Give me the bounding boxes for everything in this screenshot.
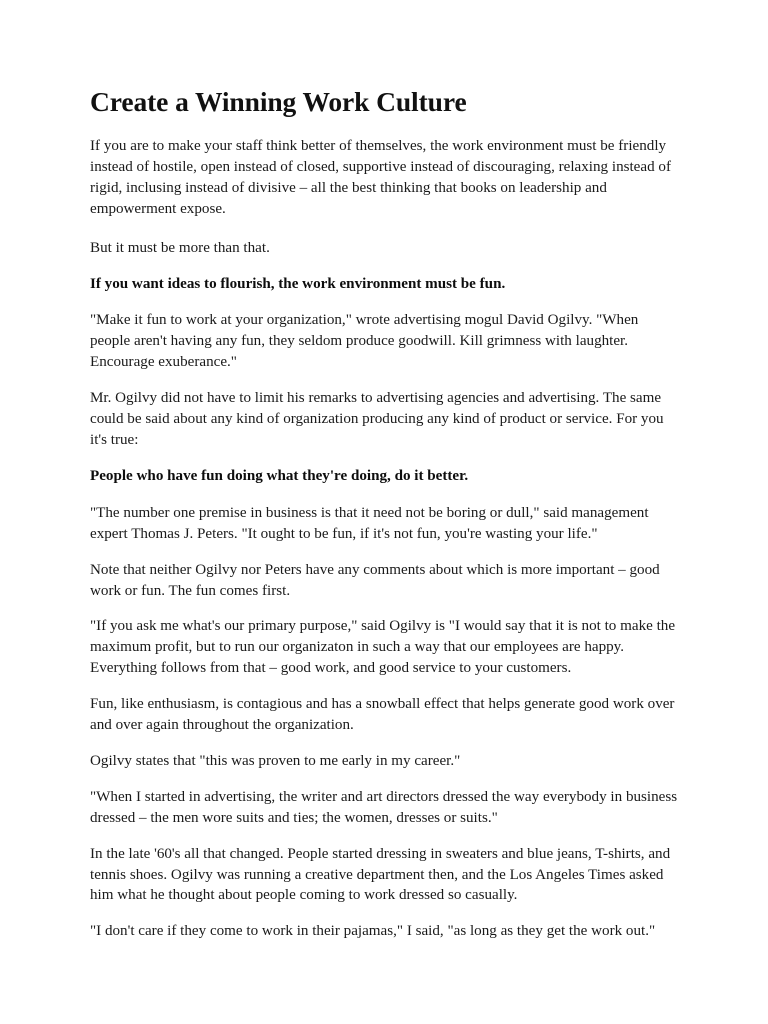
page-title: Create a Winning Work Culture bbox=[90, 86, 467, 117]
paragraph-heading: People who have fun doing what they're doing, do it better. bbox=[90, 467, 469, 484]
document-body bbox=[90, 86, 679, 942]
paragraph: "Make it fun to work at your organization," wrote advertising mogul David Ogilvy. "When people aren't having any fun, they seldom produce goodwill. Kill grimness with laughter. Encourage exuberance." bbox=[90, 312, 639, 371]
paragraph: If you are to make your staff think better of themselves, the work environment must be friendly instead of hostile, open instead of closed, supportive instead of discouraging, relaxing instead of rigid, inclusing instead of divisive – all the best thinking that books on leadership and empowerment expose. bbox=[90, 138, 671, 217]
paragraph: Ogilvy states that "this was proven to me early in my career." bbox=[90, 752, 461, 769]
paragraph: In the late '60's all that changed. People started dressing in sweaters and blue jeans, T-shirts, and tennis shoes. Ogilvy was running a creative department then, and the Los Angeles Times asked him what he thought about people coming to work dressed so casually. bbox=[90, 845, 671, 904]
paragraph-heading: If you want ideas to flourish, the work environment must be fun. bbox=[90, 275, 506, 292]
paragraph: Mr. Ogilvy did not have to limit his remarks to advertising agencies and advertising. The same could be said about any kind of organization producing any kind of product or service. For you it's true: bbox=[90, 390, 664, 448]
paragraph-list bbox=[90, 136, 679, 942]
paragraph: Fun, like enthusiasm, is contagious and has a snowball effect that helps generate good work over and over again throughout the organization. bbox=[90, 696, 675, 734]
paragraph: Note that neither Ogilvy nor Peters have any comments about which is more important – good work or fun. The fun comes first. bbox=[90, 561, 660, 599]
paragraph: "When I started in advertising, the writer and art directors dressed the way everybody in business dressed – the men wore suits and ties; the women, dresses or suits." bbox=[90, 788, 678, 826]
paragraph: "I don't care if they come to work in their pajamas," I said, "as long as they get the work out." bbox=[90, 923, 656, 940]
paragraph: "The number one premise in business is that it need not be boring or dull," said management expert Thomas J. Peters. "It ought to be fun, if it's not fun, you're wasting your life." bbox=[90, 504, 649, 542]
paragraph: But it must be more than that. bbox=[90, 239, 270, 256]
paragraph: "If you ask me what's our primary purpose," said Ogilvy is "I would say that it is not to make the maximum profit, but to run our organizaton in such a way that our employees are happy. Everything follows from that – good work, and good service to your customers. bbox=[90, 618, 676, 677]
